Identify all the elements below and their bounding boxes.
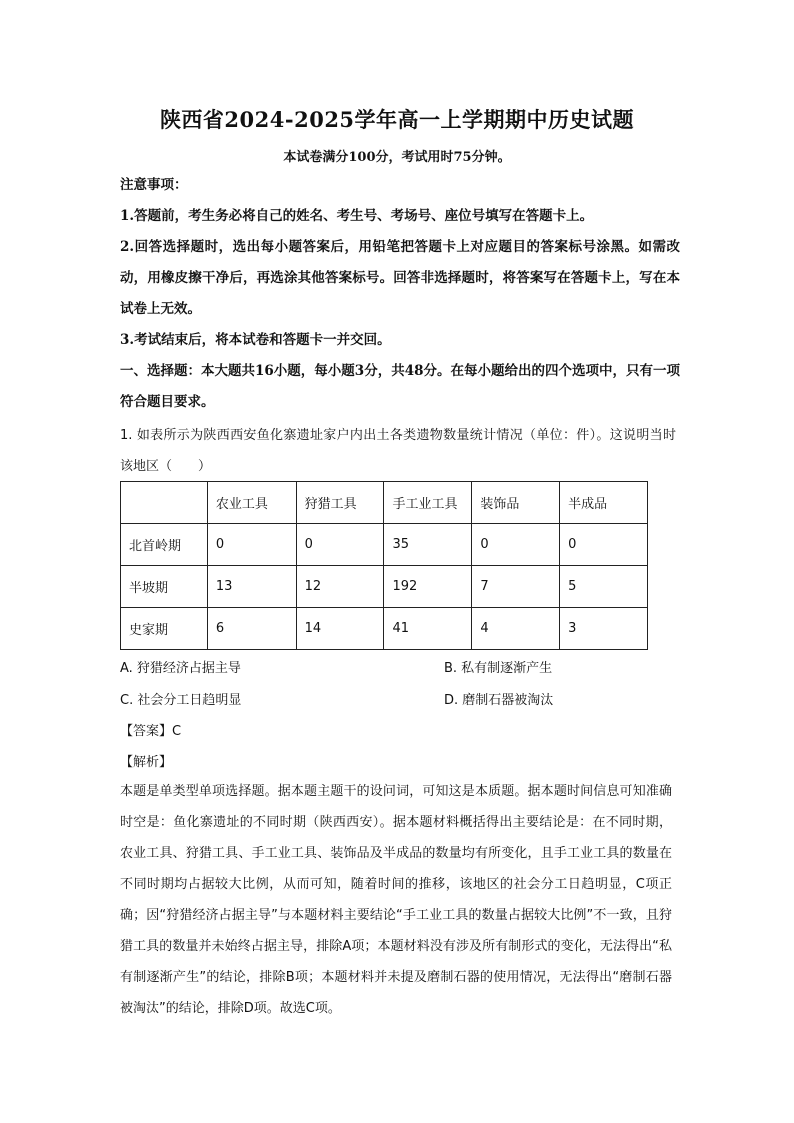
analysis-text: 本题是单类型单项选择题。据本题主题干的设问词，可知这是本质题。据本题时间信息可知准确时空是：鱼化寨遗址的不同时期（陕西西安）。据本题材料概括得出主要结论是：在不同时期，农业工具、狩猎工具、手工业工具、装饰品及半成品的数量均有所变化，且手工业工具的数量在不同时期均占据较大比例，从而可知，随着时间的推移，该地区的社会分工日趋明显，C项正确；因“狩猎经济占据主导”与本题材料主要结论“手工业工具的数量占据较大比例”不一致，且狩猎工具的数量并未始终占据主导，排除A项；本题材料没有涉及所有制形式的变化，无法得出“私有制逐渐产生”的结论，排除B项；本题材料并未提及磨制石器的使用情况，无法得出“磨制石器被淘汰”的结论，排除D项。故选C项。 [120, 784, 672, 1016]
table-cell: 14 [296, 608, 384, 650]
table-cell: 半坡期 [121, 566, 208, 608]
table-header-cell: 狩猎工具 [296, 482, 384, 524]
table-cell: 6 [207, 608, 296, 650]
notice-item-1: 1.答题前，考生务必将自己的姓名、考生号、考场号、座位号填写在答题卡上。 [120, 208, 594, 224]
table-header-cell: 手工业工具 [384, 482, 472, 524]
analysis-heading: 【解析】 [120, 755, 173, 770]
table-cell: 3 [560, 608, 648, 650]
notice-heading: 注意事项： [120, 177, 188, 193]
page-title: 陕西省2024-2025学年高一上学期期中历史试题 [159, 107, 635, 132]
artifact-table [120, 481, 648, 650]
table-cell: 4 [472, 608, 560, 650]
answer-label: 【答案】C [120, 724, 182, 739]
table-row [121, 524, 648, 566]
table-cell: 史家期 [121, 608, 208, 650]
table-header-cell: 半成品 [560, 482, 648, 524]
table-cell: 0 [207, 524, 296, 566]
table-cell: 5 [560, 566, 648, 608]
option-d: D. 磨制石器被淘汰 [444, 693, 554, 708]
question-stem: 1. 如表所示为陕西西安鱼化寨遗址家户内出土各类遗物数量统计情况（单位：件）。这说明当时该地区（ ） [120, 428, 676, 474]
table-cell: 12 [296, 566, 384, 608]
notice-item-2: 2.回答选择题时，选出每小题答案后，用铅笔把答题卡上对应题目的答案标号涂黑。如需改动，用橡皮擦干净后，再选涂其他答案标号。回答非选择题时，将答案写在答题卡上，写在本试卷上无效。 [120, 239, 680, 317]
table-header-row [121, 482, 648, 524]
table-cell: 41 [384, 608, 472, 650]
notice-item-3: 3.考试结束后，将本试卷和答题卡一并交回。 [120, 332, 391, 348]
table-cell: 0 [472, 524, 560, 566]
table-cell: 北首岭期 [121, 524, 208, 566]
option-b: B. 私有制逐渐产生 [444, 661, 553, 676]
section-heading: 一、选择题：本大题共16小题，每小题3分，共48分。在每小题给出的四个选项中，只有一项符合题目要求。 [120, 363, 680, 410]
table-cell: 192 [384, 566, 472, 608]
exam-subtitle: 本试卷满分100分，考试用时75分钟。 [283, 150, 511, 165]
table-cell: 7 [472, 566, 560, 608]
table-header-cell: 装饰品 [472, 482, 560, 524]
table-cell: 0 [296, 524, 384, 566]
table-cell: 13 [207, 566, 296, 608]
table-cell: 0 [560, 524, 648, 566]
table-header-cell [121, 482, 208, 524]
option-a: A. 狩猎经济占据主导 [120, 661, 241, 676]
table-header-cell: 农业工具 [207, 482, 296, 524]
option-c: C. 社会分工日趋明显 [120, 693, 242, 708]
table-row [121, 608, 648, 650]
table-cell: 35 [384, 524, 472, 566]
table-row [121, 566, 648, 608]
